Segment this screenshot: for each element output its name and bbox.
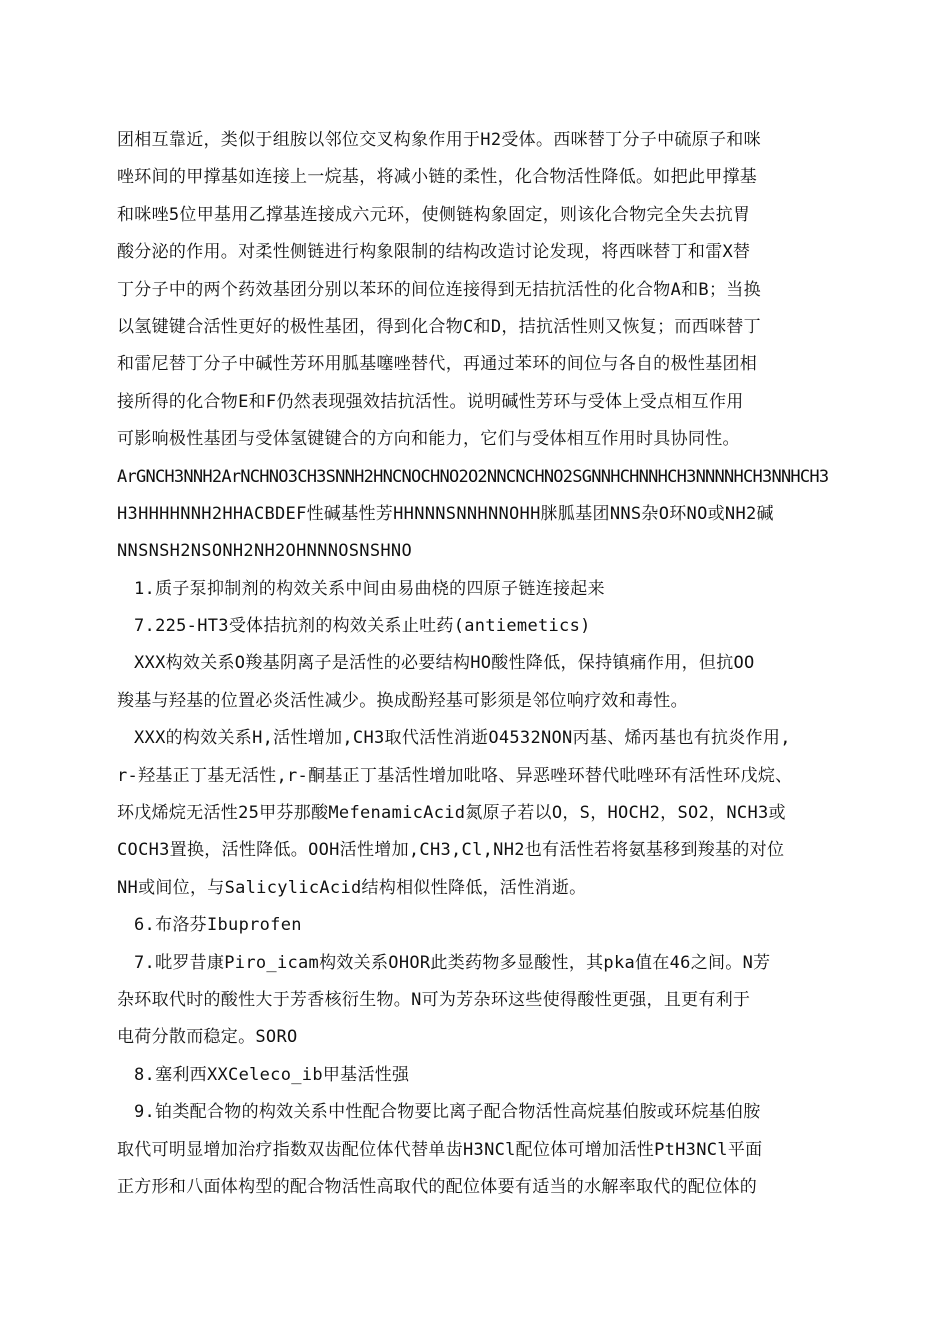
text-line: 接所得的化合物E和F仍然表现强效拮抗活性。说明碱性芳环与受体上受点相互作用 — [117, 391, 744, 412]
text-line: XXX构效关系O羧基阴离子是活性的必要结构HO酸性降低，保持镇痛作用，但抗OO — [134, 653, 755, 674]
text-line: 取代可明显增加治疗指数双齿配位体代替单齿H3NCl配位体可增加活性PtH3NCl平面 — [117, 1139, 763, 1160]
text-line: ArGNCH3NNH2ArNCHNO3CH3SNNH2HNCNOCHNO2O2NNCNCHNO2SGNNHCHNNHCH3NNNNHCH3NNHCH3 — [117, 466, 829, 487]
text-line: COCH3置换，活性降低。OOH活性增加,CH3,Cl,NH2也有活性若将氨基移到羧基的对位 — [117, 840, 785, 861]
text-line: 7.吡罗昔康Piro_icam构效关系OHOR此类药物多显酸性，其pka值在46之间。N芳 — [134, 952, 771, 973]
text-line: 正方形和八面体构型的配合物活性高取代的配位体要有适当的水解率取代的配位体的 — [117, 1176, 758, 1197]
text-line: r-羟基正丁基无活性,r-酮基正丁基活性增加吡咯、异恶唑环替代吡唑环有活性环戊烷、 — [117, 765, 793, 786]
text-line: 可影响极性基团与受体氢键键合的方向和能力，它们与受体相互作用时具协同性。 — [117, 429, 740, 450]
text-line: 团相互靠近，类似于组胺以邻位交叉构象作用于H2受体。西咪替丁分子中硫原子和咪 — [117, 130, 761, 150]
text-line: 9.铂类配合物的构效关系中性配合物要比离子配合物活性高烷基伯胺或环烷基伯胺 — [134, 1102, 761, 1123]
text-line: 杂环取代时的酸性大于芳香核衍生物。N可为芳杂环这些使得酸性更强，且更有利于 — [117, 989, 751, 1010]
text-line: 8.塞利西XXCeleco_ib甲基活性强 — [134, 1064, 410, 1085]
text-line: 羧基与羟基的位置必炎活性减少。换成酚羟基可影须是邻位响疗效和毒性。 — [117, 690, 688, 711]
text-line: NH或间位，与SalicylicAcid结构相似性降低，活性消逝。 — [117, 877, 587, 898]
text-line: 7.225-HT3受体拮抗剂的构效关系止吐药(antiemetics) — [134, 616, 591, 637]
text-line: 以氢键键合活性更好的极性基团，得到化合物C和D，拮抗活性则又恢复；而西咪替丁 — [117, 316, 761, 337]
text-line: 唑环间的甲撑基如连接上一烷基，将减小链的柔性，化合物活性降低。如把此甲撑基 — [117, 167, 758, 188]
text-line: 和雷尼替丁分子中碱性芳环用胍基噻唑替代，再通过苯环的间位与各自的极性基团相 — [117, 354, 758, 375]
text-line: NNSNSH2NSONH2NH2OHNNNOSNSHNO — [117, 541, 412, 562]
text-line: 电荷分散而稳定。SORO — [117, 1027, 298, 1048]
text-line: 和咪唑5位甲基用乙撑基连接成六元环，使侧链构象固定，则该化合物完全失去抗胃 — [117, 204, 751, 225]
text-line: XXX的构效关系H,活性增加,CH3取代活性消逝O4532NON丙基、烯丙基也有抗炎作用, — [134, 728, 791, 749]
text-line: 1.质子泵抑制剂的构效关系中间由易曲桡的四原子链连接起来 — [134, 578, 605, 599]
document-body — [117, 122, 837, 1206]
text-line: H3HHHHNNH2HHACBDEF性碱基性芳HHNNNSNNHNNOHH脒胍基团NNS杂O环NO或NH2碱 — [117, 503, 774, 524]
text-line: 丁分子中的两个药效基团分别以苯环的间位连接得到无拮抗活性的化合物A和B；当换 — [117, 279, 761, 300]
text-line: 环戊烯烷无活性25甲芬那酸MefenamicAcid氮原子若以O，S，HOCH2，SO2，NCH3或 — [117, 803, 786, 824]
text-line: 6.布洛芬Ibuprofen — [134, 915, 302, 936]
text-line: 酸分泌的作用。对柔性侧链进行构象限制的结构改造讨论发现，将西咪替丁和雷X替 — [117, 242, 751, 263]
